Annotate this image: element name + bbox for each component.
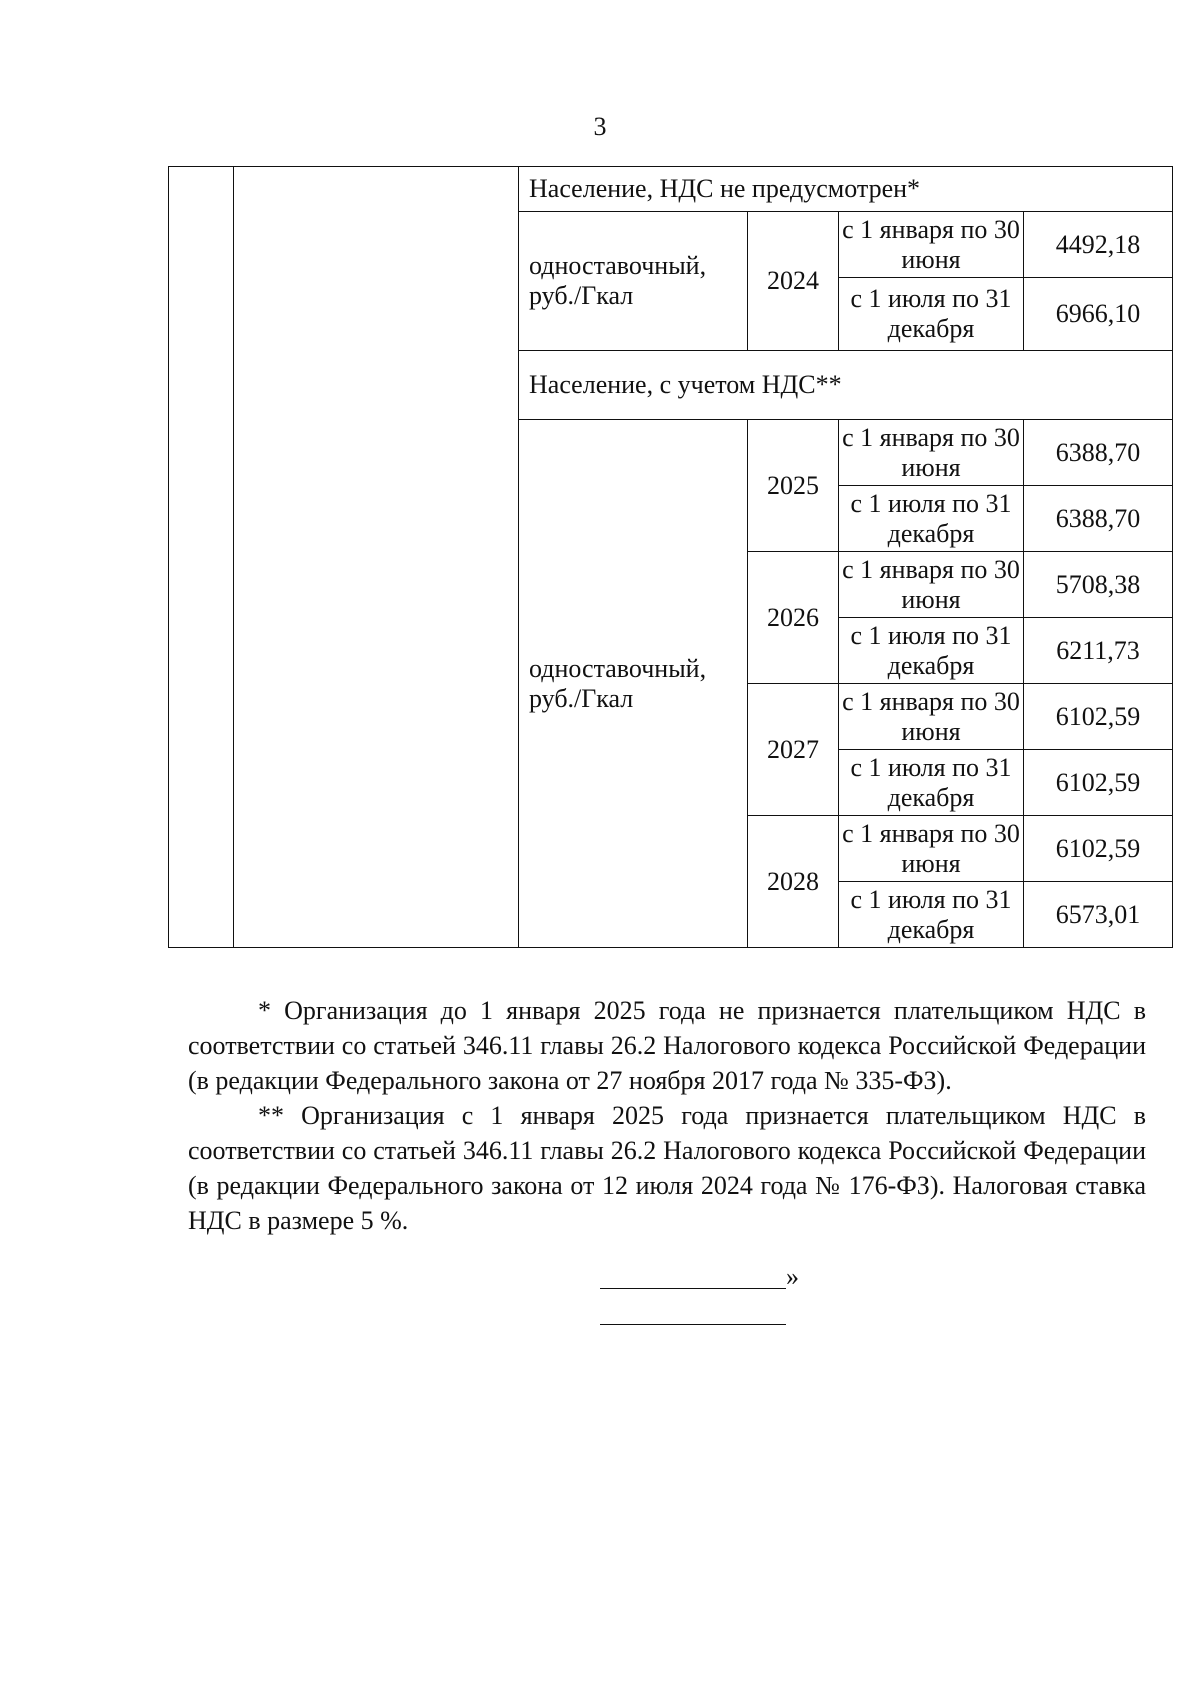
section-heading: Население, НДС не предусмотрен* <box>519 167 1173 212</box>
closing-rule-bottom <box>600 1324 786 1325</box>
period-cell: с 1 января по 30 июня <box>839 816 1024 882</box>
footnotes <box>188 993 1146 1238</box>
period-cell: с 1 января по 30 июня <box>839 212 1024 278</box>
value-cell: 6211,73 <box>1024 618 1173 684</box>
value-cell: 6573,01 <box>1024 882 1173 948</box>
period-cell: с 1 июля по 31 декабря <box>839 486 1024 552</box>
blank-number-cell <box>169 167 234 948</box>
footnote-2: ** Организация с 1 января 2025 года признается плательщиком НДС в соответствии со статьей 346.11 главы 26.2 Налогового кодекса Российской Федерации (в редакции Федерального закона от 12 июля 2024 года № 176-ФЗ). Налоговая ставка НДС в размере 5 %. <box>188 1101 1146 1235</box>
year-cell: 2027 <box>748 684 839 816</box>
section-heading: Население, с учетом НДС** <box>519 351 1173 420</box>
page-number: 3 <box>593 112 607 141</box>
value-cell: 5708,38 <box>1024 552 1173 618</box>
closing-block <box>600 1262 800 1332</box>
tariff-type-cell: одноставочный, руб./Гкал <box>519 212 748 351</box>
year-cell: 2025 <box>748 420 839 552</box>
year-cell: 2026 <box>748 552 839 684</box>
period-cell: с 1 июля по 31 декабря <box>839 882 1024 948</box>
value-cell: 4492,18 <box>1024 212 1173 278</box>
year-cell: 2024 <box>748 212 839 351</box>
tariff-type-cell: одноставочный, руб./Гкал <box>519 420 748 948</box>
value-cell: 6102,59 <box>1024 684 1173 750</box>
period-cell: с 1 января по 30 июня <box>839 684 1024 750</box>
period-cell: с 1 июля по 31 декабря <box>839 750 1024 816</box>
table-row-section1-heading <box>169 167 1173 212</box>
period-cell: с 1 июля по 31 декабря <box>839 278 1024 351</box>
tariff-table <box>168 166 1173 948</box>
value-cell: 6102,59 <box>1024 750 1173 816</box>
period-cell: с 1 января по 30 июня <box>839 420 1024 486</box>
period-cell: с 1 июля по 31 декабря <box>839 618 1024 684</box>
closing-quote: » <box>786 1262 799 1291</box>
value-cell: 6102,59 <box>1024 816 1173 882</box>
value-cell: 6388,70 <box>1024 420 1173 486</box>
value-cell: 6388,70 <box>1024 486 1173 552</box>
value-cell: 6966,10 <box>1024 278 1173 351</box>
closing-rule-top <box>600 1288 786 1289</box>
year-cell: 2028 <box>748 816 839 948</box>
blank-name-cell <box>234 167 519 948</box>
footnote-1: * Организация до 1 января 2025 года не признается плательщиком НДС в соответствии со статьей 346.11 главы 26.2 Налогового кодекса Российской Федерации (в редакции Федерального закона от 27 ноября 2017 года № 335-ФЗ). <box>188 996 1146 1095</box>
period-cell: с 1 января по 30 июня <box>839 552 1024 618</box>
